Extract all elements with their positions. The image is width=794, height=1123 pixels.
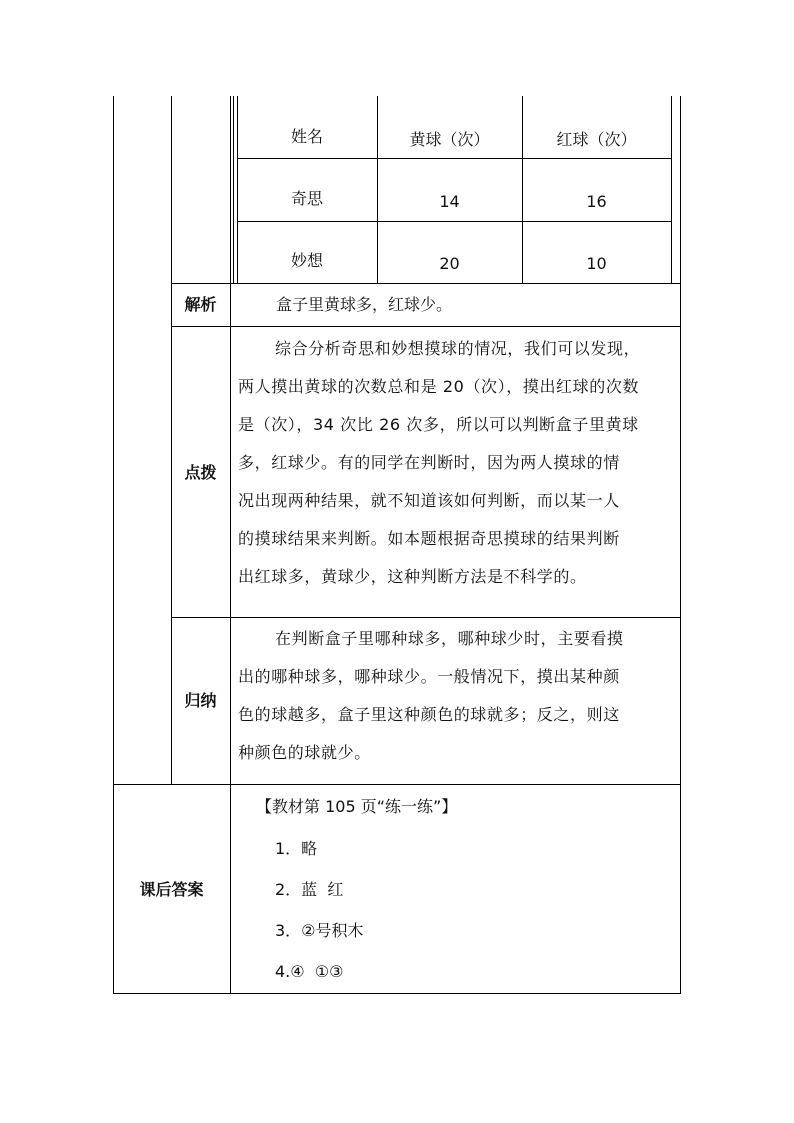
table-cell-name: 奇思 xyxy=(290,189,323,208)
outer-bottom-border xyxy=(113,993,681,994)
tip-line: 是（次），34 次比 26 次多，所以可以判断盒子里黄球 xyxy=(238,415,639,434)
summary-paragraph xyxy=(238,620,674,772)
tip-paragraph xyxy=(238,330,674,596)
summary-line: 出的哪种球多，哪种球少。一般情况下，摸出某种颜 xyxy=(238,667,620,686)
inner-left-column-border xyxy=(171,96,172,784)
answer-item: 1．略 xyxy=(275,839,318,858)
summary-label: 归纳 xyxy=(184,691,217,710)
row-divider-analysis xyxy=(171,326,681,327)
tip-line: 综合分析奇思和妙想摸球的情况，我们可以发现， xyxy=(275,339,641,358)
table-right-border xyxy=(671,96,672,284)
table-row-divider-1 xyxy=(237,158,672,159)
row-divider-summary xyxy=(113,784,681,785)
summary-line: 在判断盒子里哪种球多，哪种球少时，主要看摸 xyxy=(275,629,624,648)
analysis-text: 盒子里黄球多，红球少。 xyxy=(276,295,453,314)
tip-line: 的摸球结果来判断。如本题根据奇思摸球的结果判断 xyxy=(238,529,620,548)
table-header-yellow: 黄球（次） xyxy=(409,130,490,149)
table-double-left-border xyxy=(233,96,234,284)
analysis-label: 解析 xyxy=(184,295,217,314)
table-cell-yellow: 14 xyxy=(439,192,460,211)
row-divider-tip xyxy=(171,617,681,618)
table-cell-red: 16 xyxy=(586,192,607,211)
summary-line: 种颜色的球就少。 xyxy=(238,743,371,762)
table-header-red: 红球（次） xyxy=(556,130,637,149)
outer-right-border xyxy=(680,96,681,994)
answers-heading: 【教材第 105 页“练一练”】 xyxy=(256,797,458,816)
tip-line: 出红球多，黄球少，这种判断方法是不科学的。 xyxy=(238,567,587,586)
answers-label: 课后答案 xyxy=(139,880,204,899)
tip-line: 两人摸出黄球的次数总和是 20（次），摸出红球的次数 xyxy=(238,377,640,396)
summary-line: 色的球越多，盒子里这种颜色的球就多；反之，则这 xyxy=(238,705,620,724)
table-header-name: 姓名 xyxy=(290,127,323,146)
table-cell-yellow: 20 xyxy=(439,254,460,273)
label-column-border xyxy=(230,96,231,994)
answer-item: 4.④ ①③ xyxy=(275,962,344,981)
tip-line: 况出现两种结果，就不知道该如何判断，而以某一人 xyxy=(238,491,620,510)
table-row-divider-2 xyxy=(237,221,672,222)
answer-item: 2．蓝 红 xyxy=(275,880,344,899)
outer-left-border xyxy=(113,96,114,994)
table-cell-name: 妙想 xyxy=(290,251,323,270)
row-divider-table xyxy=(171,283,681,284)
table-cell-red: 10 xyxy=(586,254,607,273)
tip-label: 点拨 xyxy=(184,463,217,482)
tip-line: 多，红球少。有的同学在判断时，因为两人摸球的情 xyxy=(238,453,620,472)
answer-item: 3．②号积木 xyxy=(275,921,364,940)
